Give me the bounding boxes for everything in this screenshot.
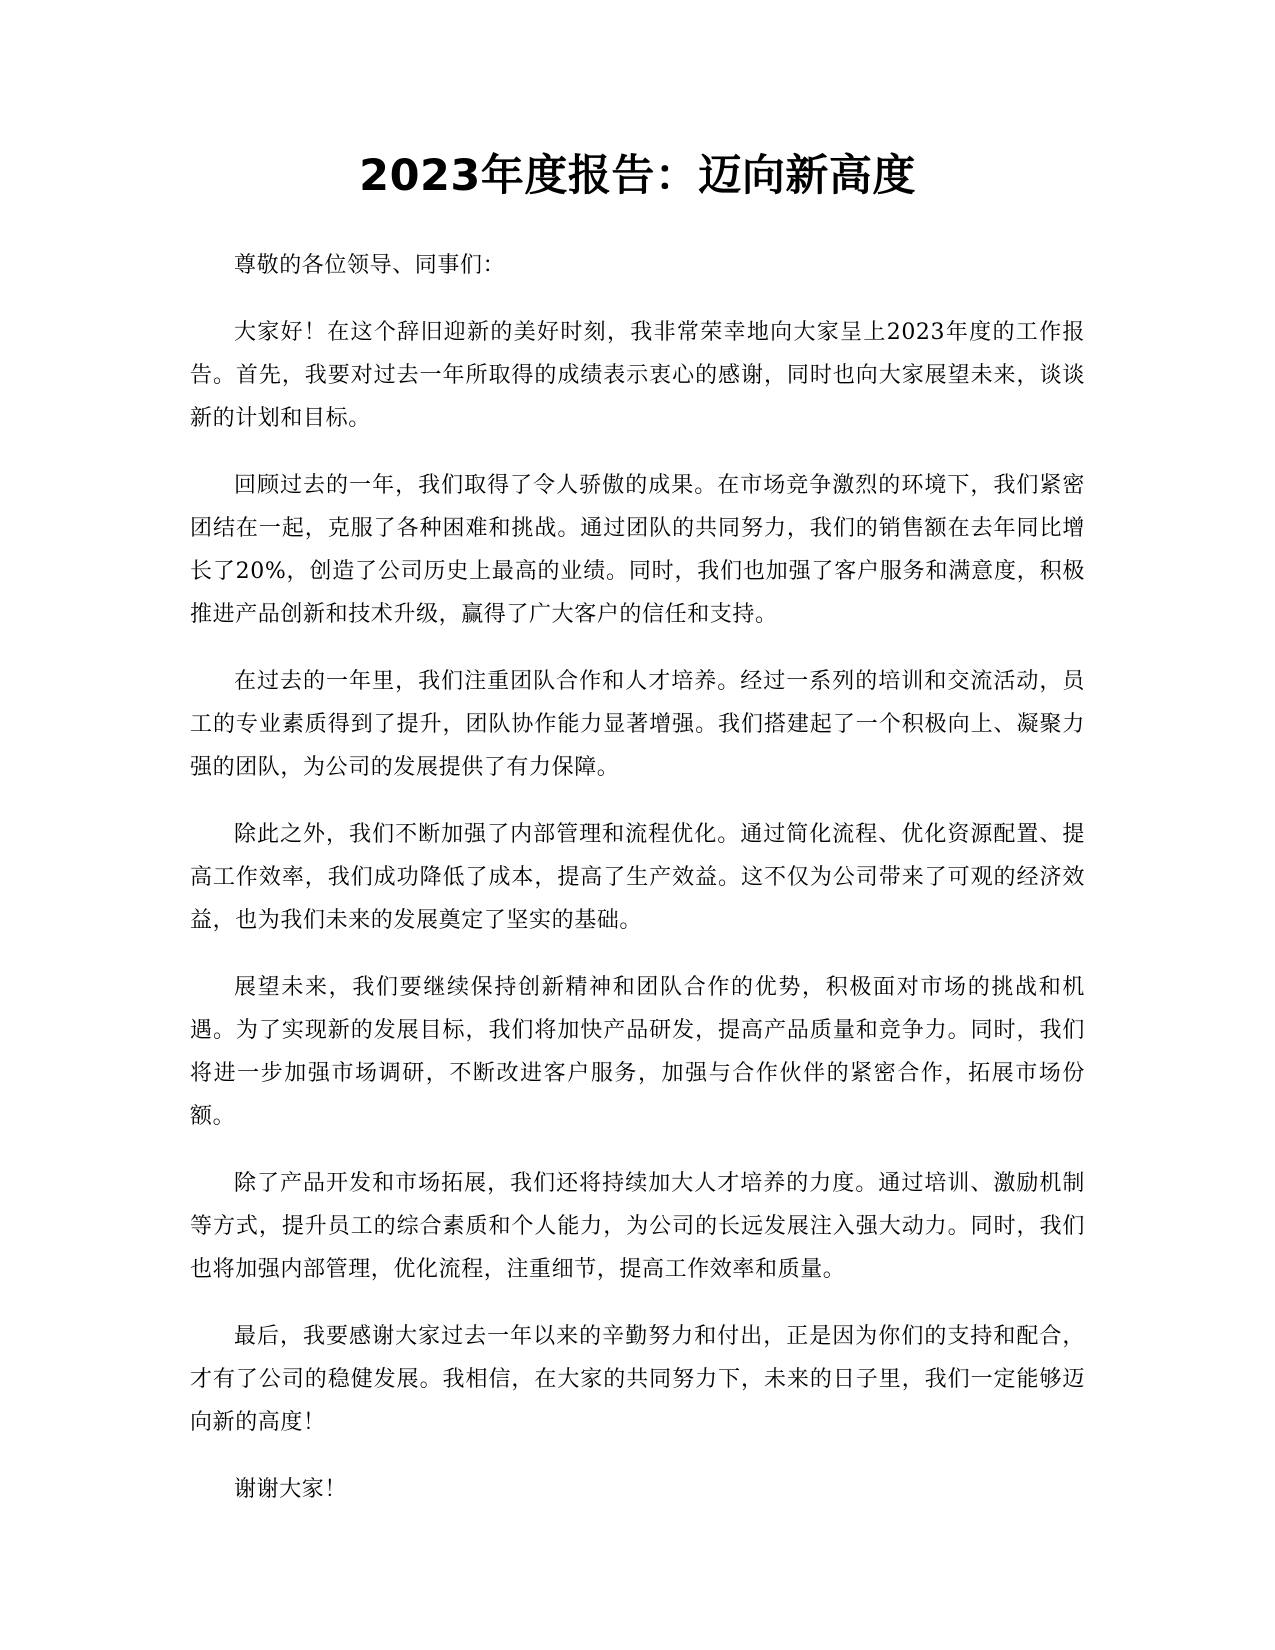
paragraph: 大家好！在这个辞旧迎新的美好时刻，我非常荣幸地向大家呈上2023年度的工作报告。首先，我要对过去一年所取得的成绩表示衷心的感谢，同时也向大家展望未来，谈谈新的计划和目标。 bbox=[190, 320, 1085, 431]
closing-line: 谢谢大家！ bbox=[234, 1477, 348, 1502]
paragraph: 除此之外，我们不断加强了内部管理和流程优化。通过简化流程、优化资源配置、提高工作效率，我们成功降低了成本，提高了生产效益。这不仅为公司带来了可观的经济效益，也为我们未来的发展奠定了坚实的基础。 bbox=[190, 822, 1085, 933]
paragraph: 除了产品开发和市场拓展，我们还将持续加大人才培养的力度。通过培训、激励机制等方式，提升员工的综合素质和个人能力，为公司的长远发展注入强大动力。同时，我们也将加强内部管理，优化流程，注重细节，提高工作效率和质量。 bbox=[190, 1171, 1085, 1282]
salutation: 尊敬的各位领导、同事们： bbox=[234, 253, 506, 278]
paragraph: 展望未来，我们要继续保持创新精神和团队合作的优势，积极面对市场的挑战和机遇。为了实现新的发展目标，我们将加快产品研发，提高产品质量和竞争力。同时，我们将进一步加强市场调研，不断改进客户服务，加强与合作伙伴的紧密合作，拓展市场份额。 bbox=[190, 975, 1085, 1129]
paragraph: 最后，我要感谢大家过去一年以来的辛勤努力和付出，正是因为你们的支持和配合，才有了公司的稳健发展。我相信，在大家的共同努力下，未来的日子里，我们一定能够迈向新的高度！ bbox=[190, 1324, 1085, 1435]
document-title: 2023年度报告：迈向新高度 bbox=[359, 151, 916, 201]
paragraph: 在过去的一年里，我们注重团队合作和人才培养。经过一系列的培训和交流活动，员工的专业素质得到了提升，团队协作能力显著增强。我们搭建起了一个积极向上、凝聚力强的团队，为公司的发展提供了有力保障。 bbox=[190, 669, 1085, 780]
paragraph: 回顾过去的一年，我们取得了令人骄傲的成果。在市场竞争激烈的环境下，我们紧密团结在一起，克服了各种困难和挑战。通过团队的共同努力，我们的销售额在去年同比增长了20%，创造了公司历史上最高的业绩。同时，我们也加强了客户服务和满意度，积极推进产品创新和技术升级，赢得了广大客户的信任和支持。 bbox=[190, 473, 1085, 627]
